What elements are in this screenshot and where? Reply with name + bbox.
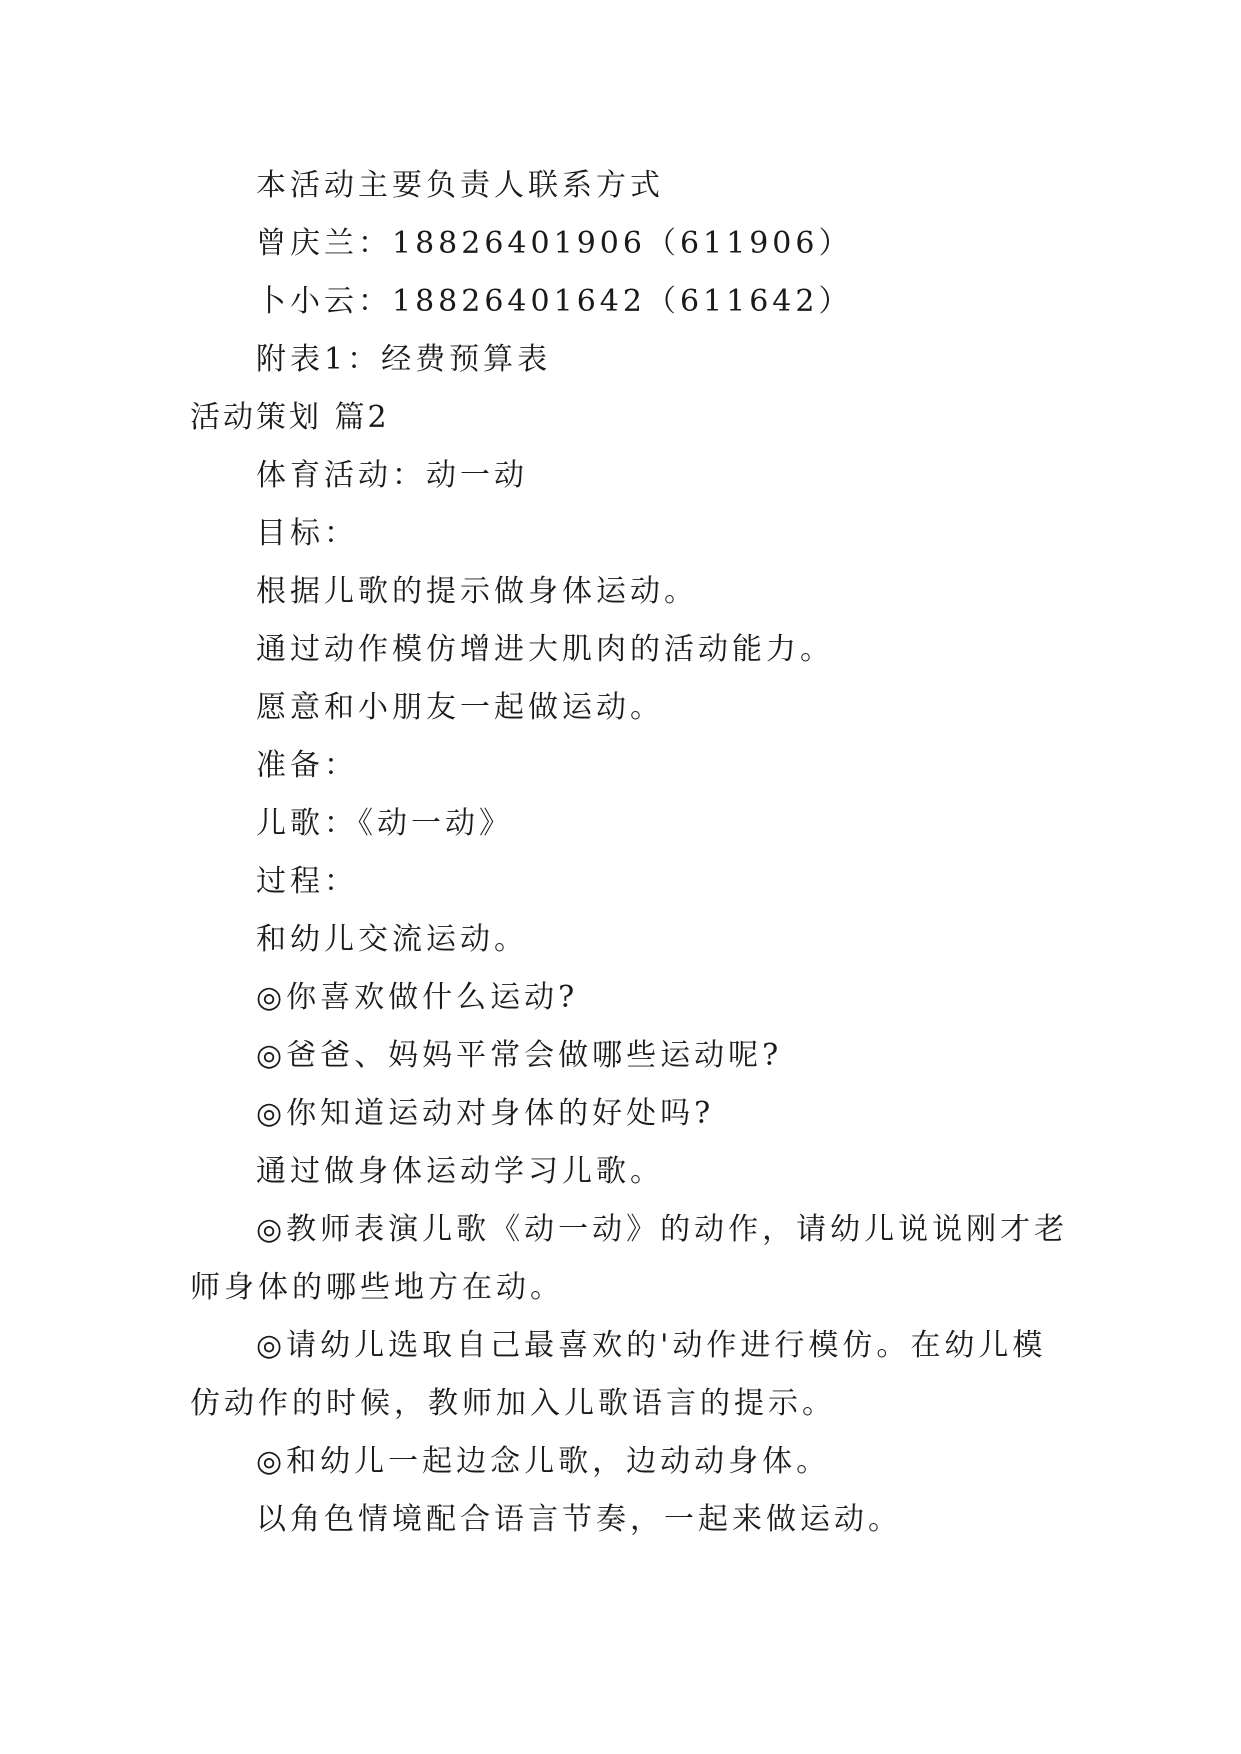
process-label: 过程：	[256, 864, 358, 899]
question-item: ◎你喜欢做什么运动?	[256, 980, 579, 1015]
paragraph: 儿歌：《动一动》	[256, 806, 513, 841]
paragraph: 根据儿歌的提示做身体运动。	[256, 574, 698, 609]
goals-label: 目标：	[256, 516, 358, 551]
paragraph: 和幼儿交流运动。	[256, 922, 528, 957]
question-item: ◎爸爸、妈妈平常会做哪些运动呢?	[256, 1038, 783, 1073]
appendix-line: 附表1：经费预算表	[256, 342, 552, 377]
paragraph-continuation: 师身体的哪些地方在动。	[190, 1270, 564, 1305]
activity-title: 体育活动：动一动	[256, 458, 528, 493]
paragraph: 愿意和小朋友一起做运动。	[256, 690, 664, 725]
contact-heading: 本活动主要负责人联系方式	[256, 168, 664, 203]
paragraph: 以角色情境配合语言节奏，一起来做运动。	[256, 1502, 902, 1537]
paragraph: 通过动作模仿增进大肌肉的活动能力。	[256, 632, 834, 667]
section-heading: 活动策划 篇2	[190, 400, 390, 435]
question-item: ◎你知道运动对身体的好处吗?	[256, 1096, 715, 1131]
contact-line: 卜小云：18826401642（611642）	[256, 284, 853, 319]
preparation-label: 准备：	[256, 748, 358, 783]
paragraph: ◎和幼儿一起边念儿歌，边动动身体。	[256, 1444, 831, 1479]
paragraph: ◎请幼儿选取自己最喜欢的'动作进行模仿。在幼儿模	[256, 1328, 1047, 1363]
paragraph-continuation: 仿动作的时候，教师加入儿歌语言的提示。	[190, 1386, 836, 1421]
paragraph: 通过做身体运动学习儿歌。	[256, 1154, 664, 1189]
paragraph: ◎教师表演儿歌《动一动》的动作，请幼儿说说刚才老	[256, 1212, 1069, 1247]
contact-line: 曾庆兰：18826401906（611906）	[256, 226, 853, 261]
